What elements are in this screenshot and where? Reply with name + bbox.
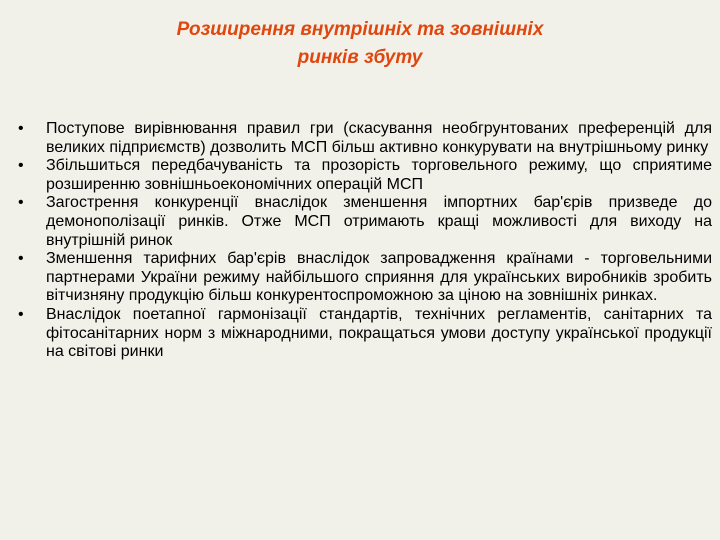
bullet-icon: • <box>18 305 24 323</box>
bullet-text: Зменшення тарифних бар'єрів внаслідок запровадження країнами - торговельними партнерами України режиму найбільшого сприяння для українських виробників зробить вітчизняну продукцію більш конкурентоспроможною за ціною на зовнішніх ринках. <box>46 250 712 305</box>
bullet-item-2 <box>18 157 712 194</box>
bullet-icon: • <box>18 120 24 137</box>
bullet-icon: • <box>18 250 24 268</box>
bullet-icon: • <box>18 194 24 212</box>
slide-title <box>0 16 720 72</box>
bullet-text: Внаслідок поетапної гармонізації стандартів, технічних регламентів, санітарних та фітосанітарних норм з міжнародними, покращаться умови доступу української продукції на світові ринки <box>46 305 712 361</box>
slide-title-line-2: ринків збуту <box>297 47 423 68</box>
bullet-text: Загострення конкуренції внаслідок зменшення імпортних бар'єрів призведе до демонополізації ринків. Отже МСП отримають кращі можливості для виходу на внутрішній ринок <box>46 194 712 249</box>
bullet-item-1 <box>18 120 712 157</box>
bullet-text: Збільшиться передбачуваність та прозорість торговельного режиму, що сприятиме розширенню зовнішньоекономічних операцій МСП <box>46 157 712 193</box>
bullet-icon: • <box>18 157 24 175</box>
bullet-text: Поступове вирівнювання правил гри (скасування необгрунтованих преференцій для великих підприємств) дозволить МСП більш активно конкурувати на внутрішньому ринку <box>46 120 712 156</box>
bullet-item-4 <box>18 250 712 306</box>
bullet-item-5 <box>18 306 712 362</box>
bullet-list <box>18 120 712 362</box>
bullet-item-3 <box>18 194 712 250</box>
slide-title-line-1: Розширення внутрішніх та зовнішніх <box>176 19 544 40</box>
